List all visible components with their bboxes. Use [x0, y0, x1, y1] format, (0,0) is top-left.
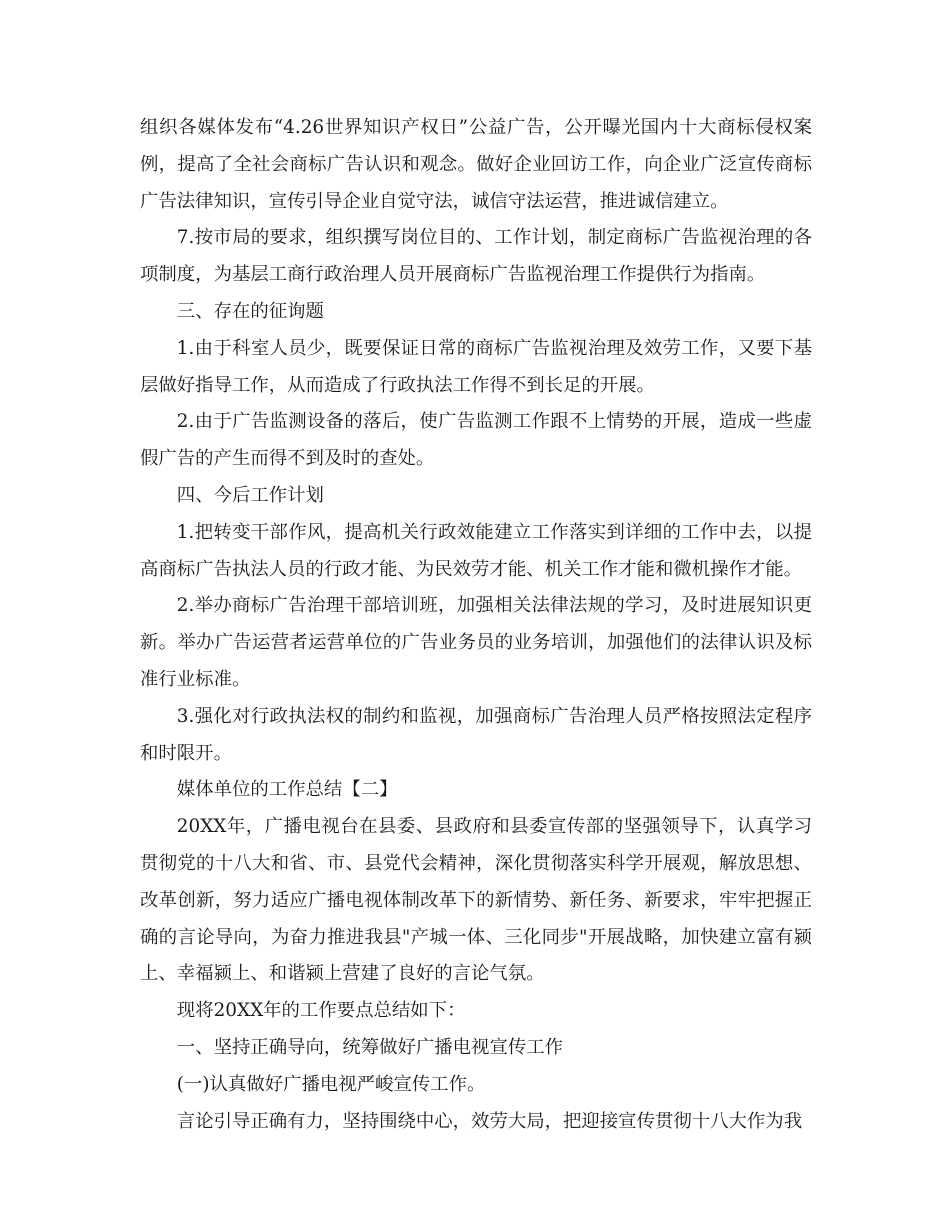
section-heading-problems: 三、存在的征询题 [176, 300, 324, 322]
document-subtitle: 媒体单位的工作总结【二】 [176, 779, 398, 801]
paragraph-continuation: 组织各媒体发布“4.26世界知识产权日”公益广告，公开曝光国内十大商标侵权案例，提高了全社会商标广告认识和观念。做好企业回访工作，向企业广泛宣传商标广告法律知识，宣传引导企业自觉守法，诚信守法运营，推进诚信建立。 [140, 117, 812, 212]
paragraph-problem-1: 1.由于科室人员少，既要保证日常的商标广告监视治理及效劳工作，又要下基层做好指导工作，从而造成了行政执法工作得不到长足的开展。 [140, 337, 812, 396]
paragraph-guidance-body: 言论引导正确有力，坚持围绕中心，效劳大局，把迎接宣传贯彻十八大作为我 [176, 1110, 803, 1132]
paragraph-plan-2: 2.举办商标广告治理干部培训班，加强相关法律法规的学习，及时进展知识更新。举办广告运营者运营单位的广告业务员的业务培训，加强他们的法律认识及标准行业标准。 [140, 595, 812, 690]
paragraph-item-7: 7.按市局的要求，组织撰写岗位目的、工作计划，制定商标广告监视治理的各项制度，为基层工商行政治理人员开展商标广告监视治理工作提供行为指南。 [140, 227, 812, 286]
section-heading-guidance: 一、坚持正确导向，统筹做好广播电视宣传工作 [176, 1036, 564, 1058]
paragraph-summary-intro: 20XX年，广播电视台在县委、县政府和县委宣传部的坚强领导下，认真学习贯彻党的十八大和省、市、县党代会精神，深化贯彻落实科学开展观，解放思想、改革创新，努力适应广播电视体制改革下的新情势、新任务、新要求，牢牢把握正确的言论导向，为奋力推进我县"产城一体、三化同步"开展战略，加快建立富有颍上、幸福颍上、和谐颍上营建了良好的言论气氛。 [140, 816, 812, 985]
paragraph-problem-2: 2.由于广告监测设备的落后，使广告监测工作跟不上情势的开展，造成一些虚假广告的产生而得不到及时的查处。 [140, 411, 812, 470]
paragraph-plan-1: 1.把转变干部作风，提高机关行政效能建立工作落实到详细的工作中去，以提高商标广告执法人员的行政才能、为民效劳才能、机关工作才能和微机操作才能。 [140, 521, 812, 580]
paragraph-plan-3: 3.强化对行政执法权的制约和监视，加强商标广告治理人员严格按照法定程序和时限开。 [140, 705, 812, 764]
section-heading-future-plan: 四、今后工作计划 [176, 484, 324, 506]
subsection-heading-1: (一)认真做好广播电视严峻宣传工作。 [176, 1073, 486, 1095]
document-body [140, 110, 812, 1140]
paragraph-summary-lead: 现将20XX年的工作要点总结如下： [176, 1000, 466, 1022]
